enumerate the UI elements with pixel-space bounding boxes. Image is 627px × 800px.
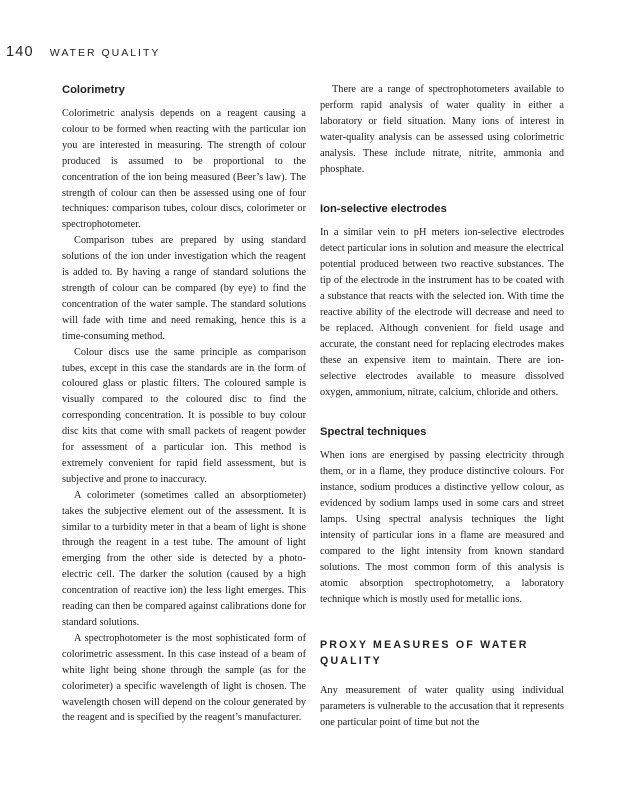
left-column (62, 82, 306, 726)
spectrophotometer-paragraph: A spectrophotometer is the most sophisticated form of colorimetric assessment. In this case instead of a beam of white light being shone through the sample (as for the colorimeter) a specific wavelength of light is chosen. The wavelength chosen will depend on the colour generated by the reagent and is specified by the reagent’s manufacturer. (62, 632, 306, 724)
ion-selective-heading: Ion-selective electrodes (320, 203, 447, 216)
comparison-tubes-paragraph: Comparison tubes are prepared by using standard solutions of the ion under investigation which the reagent is added to. By having a range of standard solutions the strength of colour can be compared (by eye) to find the concentration of the water sample. The standard solutions will fade with time and need remaking, hence this is a time-consuming method. (62, 235, 306, 342)
running-head: WATER QUALITY (49, 47, 161, 59)
spectral-techniques-paragraph: When ions are energised by passing electricity through them, or in a flame, they produce distinctive colours. For instance, sodium produces a distinctive yellow colour, as evidenced by sodium lamps used in some cars and street lamps. Using spectral analysis techniques the light intensity of particular ions in a flame are measured and compared to the light intensity from known standard solutions. The most common form of this analysis is atomic absorption spectrophotometry, a laboratory technique which is mostly used for metallic ions. (320, 450, 564, 605)
colorimetry-paragraph: Colorimetric analysis depends on a reagent causing a colour to be formed when reacting with the particular ion you are interested in measuring. The strength of colour produced is assumed to be proportional to the concentration of the ion being measured (Beer’s law). The strength of colour can then be assessed using one of four techniques: comparison tubes, colour discs, colorimeter or spectrophotometer. (62, 108, 306, 231)
ion-selective-paragraph: In a similar vein to pH meters ion-selective electrodes detect particular ions in solution and measure the electrical potential produced between two reactive substances. The tip of the electrode in the instrument has to be coated with a substance that reacts with the selected ion. With time the reactive ability of the electrode will decrease and need to be replaced. Although convenient for field usage and accurate, the constant need for replacing electrodes makes these an expensive item to maintain. There are ion-selective electrodes available to measure dissolved oxygen, ammonium, nitrate, calcium, chloride and others. (320, 227, 564, 398)
page-number: 140 (6, 44, 34, 60)
colour-discs-paragraph: Colour discs use the same principle as comparison tubes, except in this case the standards are in the form of coloured glass or plastic filters. The coloured sample is visually compared to the coloured disc to find the corresponding concentration. It is possible to buy colour disc kits that come with small packets of reagent powder for assessment of a particular ion. This method is extremely convenient for rapid field assessment, but is subjective and prone to inaccuracy. (62, 346, 306, 485)
proxy-measures-paragraph: Any measurement of water quality using individual parameters is vulnerable to the accusation that it represents one particular point of time but not the (320, 685, 564, 729)
colorimetry-heading: Colorimetry (62, 84, 125, 96)
colorimeter-paragraph: A colorimeter (sometimes called an absorptiometer) takes the subjective element out of the assessment. It is similar to a turbidity meter in that a beam of light is shone through the reagent in a test tube. The amount of light emerging from the other side is detected by a photo-electric cell. The darker the solution (caused by a high concentration of reactive ion) the less light emerges. This reading can then be compared against calibrations done for standard solutions. (62, 489, 306, 628)
right-column (320, 82, 564, 731)
spectrophotometer-intro-paragraph: There are a range of spectrophotometers available to perform rapid analysis of water quality in either a laboratory or field situation. Many ions of interest in water-quality analysis can be assessed using colorimetric analysis. These include nitrate, nitrite, ammonia and phosphate. (320, 84, 564, 175)
proxy-measures-heading: PROXY MEASURES OF WATER QUALITY (320, 639, 529, 668)
spectral-techniques-heading: Spectral techniques (320, 426, 427, 439)
page-header (6, 44, 160, 62)
